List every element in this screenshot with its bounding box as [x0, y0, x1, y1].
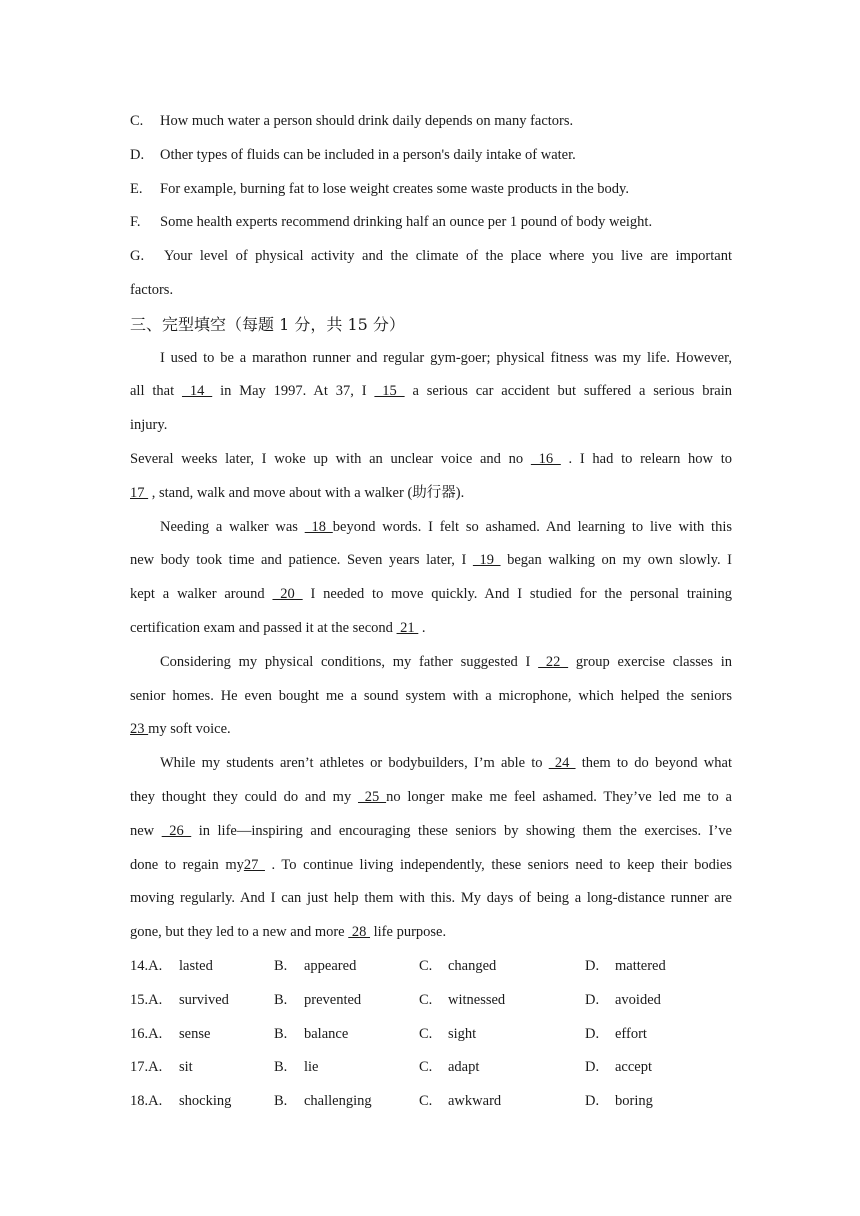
blank-14[interactable]: 14 — [181, 383, 213, 400]
blank-23[interactable]: 23 — [130, 721, 149, 738]
passage-line: gone, but they led to a new and more 28 life purpose. — [130, 924, 447, 941]
passage-line: all that 14 in May 1997. At 37, I 15 a serious car accident but suffered a serious brain — [130, 383, 732, 400]
option-e: E. For example, burning fat to lose weight creates some waste products in the body. — [130, 180, 629, 197]
blank-15[interactable]: 15 — [374, 383, 405, 400]
document-page — [130, 105, 732, 1119]
passage-line: moving regularly. And I can just help them with this. My days of being a long-distance runner are — [130, 890, 732, 907]
passage-line: done to regain my27 . To continue living independently, these seniors need to keep their bodies — [130, 856, 732, 873]
question-14: 14.A. lasted B. appeared C. changed D. mattered — [130, 957, 666, 974]
passage-line: Needing a walker was 18 beyond words. I felt so ashamed. And learning to live with this — [160, 518, 732, 535]
question-17: 17.A. sit B. lie C. adapt D. accept — [130, 1059, 653, 1076]
passage-line: they thought they could do and my 25 no longer make me feel ashamed. They’ve led me to a — [130, 788, 732, 805]
passage-line: new body took time and patience. Seven years later, I 19 began walking on my own slowly. I — [130, 552, 733, 569]
blank-28[interactable]: 28 — [348, 924, 370, 941]
blank-22[interactable]: 22 — [538, 653, 569, 670]
passage-line: injury. — [130, 417, 168, 434]
question-18: 18.A. shocking B. challenging C. awkward D. boring — [130, 1093, 653, 1110]
passage-line: senior homes. He even bought me a sound system with a microphone, which helped the seniors — [130, 687, 732, 704]
option-g-continued: factors. — [130, 281, 174, 298]
passage-line: certification exam and passed it at the second 21 . — [130, 619, 426, 636]
blank-17[interactable]: 17 — [130, 484, 149, 501]
passage-line: While my students aren’t athletes or bodybuilders, I’m able to 24 them to do beyond what — [160, 755, 732, 772]
blank-20[interactable]: 20 — [272, 586, 303, 603]
question-16: 16.A. sense B. balance C. sight D. effort — [130, 1025, 647, 1042]
option-d: D. Other types of fluids can be included in a person's daily intake of water. — [130, 146, 576, 163]
option-f: F. Some health experts recommend drinking half an ounce per 1 pound of body weight. — [130, 214, 653, 231]
blank-27[interactable]: 27 — [243, 856, 265, 873]
passage-line: kept a walker around 20 I needed to move quickly. And I studied for the personal training — [130, 586, 732, 603]
passage-line: 17 , stand, walk and move about with a walker (助行器). — [130, 484, 465, 501]
blank-21[interactable]: 21 — [396, 619, 419, 636]
passage-line: I used to be a marathon runner and regular gym-goer; physical fitness was my life. However, — [160, 349, 732, 366]
section-heading: 三、完型填空（每题 1 分，共 15 分） — [130, 314, 405, 334]
blank-18[interactable]: 18 — [304, 518, 333, 535]
blank-19[interactable]: 19 — [472, 552, 501, 569]
blank-16[interactable]: 16 — [530, 450, 561, 467]
blank-25[interactable]: 25 — [358, 788, 387, 805]
passage-line: new 26 in life—inspiring and encouraging these seniors by showing them the exercises. I’ve — [130, 822, 732, 839]
blank-24[interactable]: 24 — [548, 755, 576, 772]
option-c: C. How much water a person should drink daily depends on many factors. — [130, 113, 574, 129]
question-15: 15.A. survived B. prevented C. witnessed D. avoided — [130, 991, 661, 1008]
passage-line: Several weeks later, I woke up with an unclear voice and no 16 . I had to relearn how to — [130, 450, 733, 467]
passage-line: 23 my soft voice. — [130, 721, 231, 738]
option-g: G. Your level of physical activity and the climate of the place where you live are important — [130, 248, 732, 265]
passage-line: Considering my physical conditions, my father suggested I 22 group exercise classes in — [160, 653, 732, 670]
blank-26[interactable]: 26 — [161, 822, 192, 839]
